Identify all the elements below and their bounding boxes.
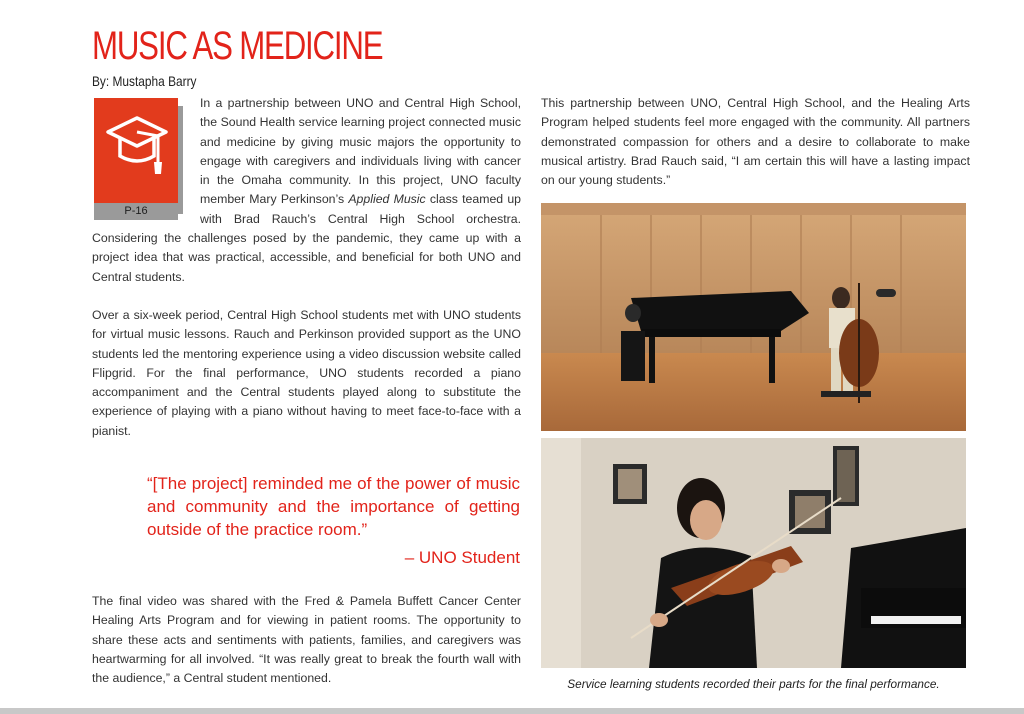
left-column	[92, 94, 521, 441]
pull-quote: “[The project] reminded me of the power of music and community and the importance of getting outside of the practice room.”	[147, 474, 520, 539]
paragraph-lessons: Over a six-week period, Central High School students met with UNO students for virtual music lessons. Rauch and Perkinson provided support as the UNO students led the mentoring experience using a video discussion website called Flipgrid. For the final performance, UNO students recorded a piano accompaniment and the Central students played along to substitute the experience of playing with a piano without having to meet face-to-face with a pianist.	[92, 307, 521, 438]
paragraph-intro-part1: In a partnership between UNO and Central High School, the Sound Health service learning project connected music and medicine by giving music majors the opportunity to engage with caregivers and individuals living with cancer in the Omaha community. In this project, UNO faculty member Mary Perkinson’s	[200, 96, 521, 207]
category-badge	[92, 98, 188, 222]
paragraph-gap	[92, 287, 521, 306]
photo-cello-piano-illustration	[541, 203, 966, 431]
pull-quote-attribution: – UNO Student	[404, 548, 520, 567]
footer-bar	[0, 708, 1024, 714]
photo-cello-piano-recital	[541, 203, 966, 431]
right-column	[541, 94, 970, 190]
paragraph-final-video: The final video was shared with the Fred & Pamela Buffett Cancer Center Healing Arts Program and for viewing in patient rooms. The opportunity to share these acts and sentiments with patients, families, and caregivers was heartwarming for all involved. “It was really great to break the fourth wall with the audience,” a Central student mentioned.	[92, 594, 521, 686]
paragraph-intro-part2: class teamed up with Brad Rauch’s Central High School orchestra. Considering the challenges posed by the pandemic, they came up with a project idea that was practical, accessible, and beneficial for both UNO and Central students.	[92, 192, 521, 284]
article-title: MUSIC AS MEDICINE	[92, 24, 383, 68]
course-name: Applied Music	[348, 192, 426, 207]
graduation-cap-icon	[106, 112, 168, 184]
photo-caption: Service learning students recorded their parts for the final performance.	[567, 677, 940, 691]
badge-code: P-16	[94, 203, 178, 220]
article-byline: By: Mustapha Barry	[92, 73, 197, 89]
photo-violinist-illustration	[541, 438, 966, 668]
photo-violinist	[541, 438, 966, 668]
paragraph-partnership: This partnership between UNO, Central High School, and the Healing Arts Program helped students feel more engaged with the community. All partners demonstrated compassion for others and a desire to collaborate to make musical artistry. Brad Rauch said, “I am certain this will have a lasting impact on our young students.”	[541, 96, 970, 188]
